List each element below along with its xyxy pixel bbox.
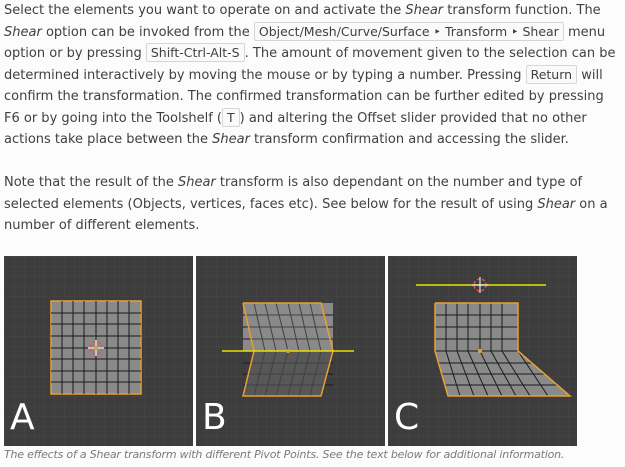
- shortcut-shift-ctrl-alt-s: Shift-Ctrl-Alt-S: [146, 43, 245, 62]
- emphasis-shear: Shear: [537, 196, 576, 212]
- text-run: option can be invoked from the: [41, 24, 254, 40]
- menu-path: [254, 22, 564, 41]
- figure-a-viewport: [4, 256, 193, 446]
- emphasis-shear: Shear: [212, 132, 250, 147]
- text-run: ) and altering the Offset slider provided that no other actions take place between the: [4, 110, 587, 147]
- text-run: . The amount of movement given to the selection can be determined interactively by moving the mouse or by typing a number. Pressing: [4, 46, 616, 83]
- shortcut-return: Return: [526, 65, 577, 84]
- figure-label-a: A: [10, 397, 35, 438]
- menu-transform: Transform: [444, 23, 508, 39]
- menu-separator: ‣: [429, 23, 445, 39]
- figure-c-viewport: [388, 256, 577, 446]
- figure-label-c: C: [394, 397, 420, 438]
- emphasis-shear: Shear: [4, 24, 42, 40]
- menu-separator: ‣: [507, 23, 523, 39]
- text-run: on a number of different elements.: [4, 196, 608, 233]
- paragraph-shear-intro: [4, 0, 620, 151]
- text-run: transform is also dependant on the number and type of selected elements (Objects, vertices, faces etc). See below for the result of using: [4, 175, 583, 212]
- menu-object-mesh-curve-surface: Object/Mesh/Curve/Surface: [258, 23, 430, 39]
- paragraph-shear-note: [4, 172, 620, 237]
- text-run: will confirm the transformation. The confirmed transformation can be further edited by pressing F6 or by going into the Toolshelf (: [4, 67, 604, 126]
- shortcut-t: T: [222, 108, 240, 127]
- figure-caption: The effects of a Shear transform with different Pivot Points. See the text below for additional information.: [4, 448, 565, 461]
- text-run: transform confirmation and accessing the slider.: [249, 132, 569, 147]
- text-run: menu option or by pressing: [4, 24, 606, 61]
- text-run: Select the elements you want to operate on and activate the: [4, 3, 406, 18]
- figure-b-viewport: [196, 256, 385, 446]
- text-run: transform function. The: [443, 3, 601, 18]
- emphasis-shear: Shear: [177, 175, 216, 190]
- emphasis-shear: Shear: [405, 3, 444, 18]
- text-run: Note that the result of the: [4, 175, 178, 190]
- figure-label-b: B: [202, 397, 227, 438]
- menu-shear: Shear: [522, 23, 559, 39]
